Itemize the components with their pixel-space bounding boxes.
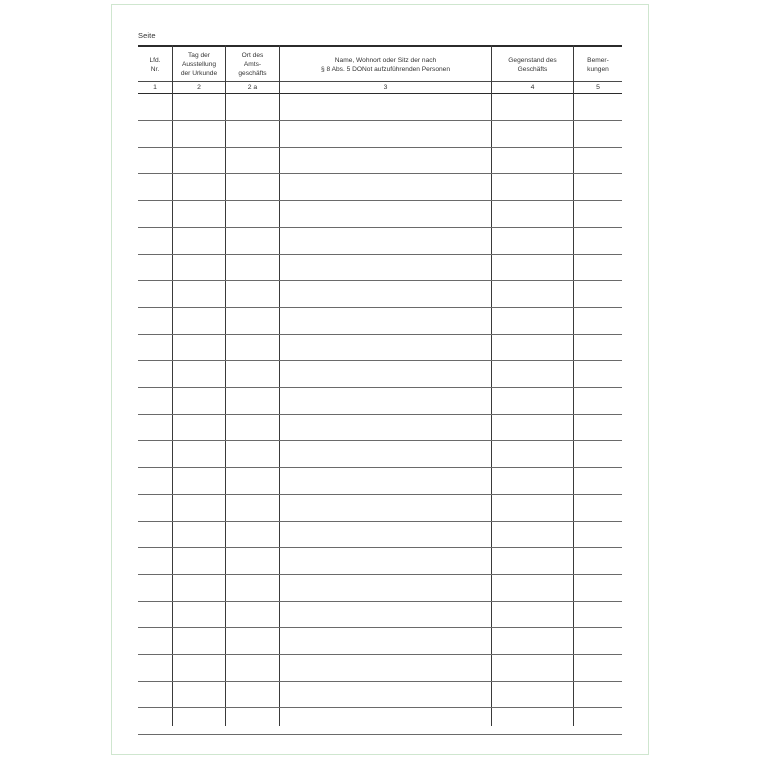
- table-row: [138, 360, 622, 361]
- form-sheet: [111, 4, 649, 755]
- table-row: [138, 200, 622, 201]
- page-label-seite: Seite: [138, 31, 156, 40]
- column-header-gegenstand: Gegenstand des Geschäfts: [508, 56, 557, 73]
- table-row: [138, 147, 622, 148]
- header-bottom-rule: [138, 93, 622, 94]
- table-row: [138, 280, 622, 281]
- column-number-2a: 2 a: [247, 84, 258, 91]
- table-row: [138, 414, 622, 415]
- table-row: [138, 467, 622, 468]
- table-row: [138, 707, 622, 708]
- column-number-2: 2: [197, 84, 201, 91]
- table-row: [138, 654, 622, 655]
- table-row: [138, 547, 622, 548]
- table-row: [138, 120, 622, 121]
- table-row: [138, 387, 622, 388]
- column-number-3: 3: [383, 84, 388, 91]
- column-header-ort-des-amtsgeschaefts: Ort des Amts- geschäfts: [238, 52, 267, 77]
- table-row: [138, 440, 622, 441]
- table-row: [138, 574, 622, 575]
- table-row: [138, 494, 622, 495]
- table-row: [138, 334, 622, 335]
- table-row: [138, 734, 622, 735]
- column-header-bemerkungen: Bemer- kungen: [587, 56, 609, 73]
- column-header-tag-der-ausstellung: Tag der Ausstellung der Urkunde: [180, 52, 218, 77]
- column-header-lfd-nr: Lfd. Nr.: [149, 56, 161, 73]
- table-row: [138, 521, 622, 522]
- table-row: [138, 601, 622, 602]
- column-number-1: 1: [153, 84, 157, 91]
- table-top-rule: [138, 45, 622, 47]
- column-number-4: 4: [530, 84, 535, 91]
- table-row: [138, 254, 622, 255]
- column-number-5: 5: [596, 84, 600, 91]
- table-row: [138, 307, 622, 308]
- column-header-name-wohnort-sitz: Name, Wohnort oder Sitz der nach § 8 Abs. 5 DONot aufzuführenden Personen: [320, 56, 451, 73]
- table-row: [138, 173, 622, 174]
- table-row: [138, 227, 622, 228]
- table-row: [138, 627, 622, 628]
- table-row: [138, 681, 622, 682]
